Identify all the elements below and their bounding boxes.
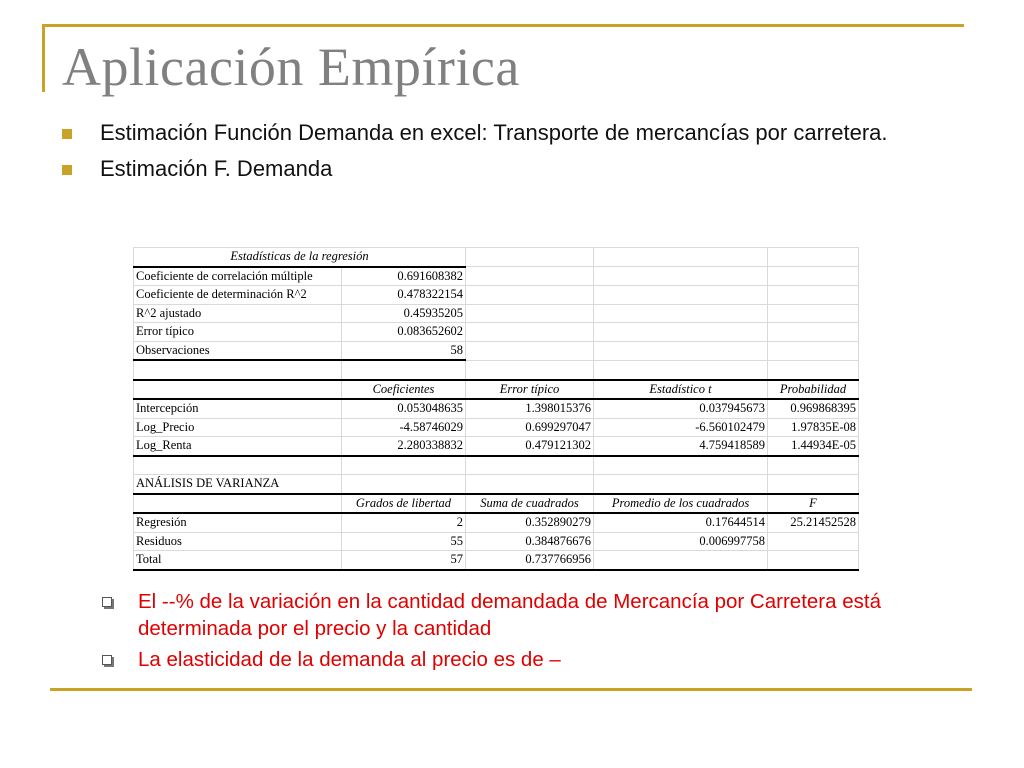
stat-label: R^2 ajustado: [134, 304, 342, 323]
bullet-list: [62, 118, 962, 190]
anova-value: 0.17644514: [594, 513, 768, 532]
note-text: La elasticidad de la demanda al precio es de –: [138, 648, 561, 671]
stat-label: Observaciones: [134, 341, 342, 360]
table-row: [134, 532, 859, 551]
checkbox-bullet-icon: [102, 655, 112, 665]
stat-value: 58: [342, 341, 466, 360]
notes-list: [100, 588, 980, 677]
coef-header: Coeficientes: [342, 380, 466, 400]
coef-value: 0.699297047: [466, 418, 594, 437]
table-row: [134, 456, 859, 475]
table-row: [134, 267, 859, 286]
slide-title: Aplicación Empírica: [62, 37, 520, 97]
coef-value: 0.479121302: [466, 437, 594, 456]
anova-label: Regresión: [134, 513, 342, 532]
table-row: [134, 341, 859, 360]
stat-value: 0.478322154: [342, 286, 466, 305]
stat-label: Coeficiente de determinación R^2: [134, 286, 342, 305]
table-row: [134, 551, 859, 570]
table-row: [134, 437, 859, 456]
coef-value: 2.280338832: [342, 437, 466, 456]
note-text: El --% de la variación en la cantidad demandada de Mercancía por Carretera está determinada por el precio y la cantidad: [138, 590, 881, 640]
anova-value: 0.737766956: [466, 551, 594, 570]
frame-top-rule: [42, 24, 964, 27]
anova-value: 2: [342, 513, 466, 532]
table-row: [134, 360, 859, 380]
anova-header: F: [768, 494, 859, 514]
anova-value: 0.006997758: [594, 532, 768, 551]
anova-value: 0.384876676: [466, 532, 594, 551]
coef-value: -6.560102479: [594, 418, 768, 437]
anova-header-row: [134, 494, 859, 514]
table-row: [134, 418, 859, 437]
anova-header: Suma de cuadrados: [466, 494, 594, 514]
table-row: [134, 513, 859, 532]
regression-output-table: [133, 247, 859, 571]
table-row: [134, 399, 859, 418]
anova-header: Promedio de los cuadrados: [594, 494, 768, 514]
coef-value: 1.398015376: [466, 399, 594, 418]
bullet-item: [62, 118, 962, 148]
coef-value: 1.97835E-08: [768, 418, 859, 437]
table-row: [134, 286, 859, 305]
anova-value: 25.21452528: [768, 513, 859, 532]
table-row: [134, 248, 859, 267]
anova-value: 57: [342, 551, 466, 570]
anova-header: Grados de libertad: [342, 494, 466, 514]
coef-value: 0.053048635: [342, 399, 466, 418]
bullet-text: Estimación Función Demanda en excel: Transporte de mercancías por carretera.: [100, 120, 888, 145]
stat-value: 0.691608382: [342, 267, 466, 286]
coef-header: Error típico: [466, 380, 594, 400]
coef-value: 4.759418589: [594, 437, 768, 456]
bullet-text: Estimación F. Demanda: [100, 156, 333, 181]
note-item: [100, 588, 980, 642]
coef-value: -4.58746029: [342, 418, 466, 437]
note-item: [100, 646, 980, 673]
coef-header: Estadístico t: [594, 380, 768, 400]
table-row: [134, 304, 859, 323]
coef-value: 0.037945673: [594, 399, 768, 418]
coef-header: Probabilidad: [768, 380, 859, 400]
stat-value: 0.45935205: [342, 304, 466, 323]
square-bullet-icon: [62, 129, 72, 139]
anova-label: Total: [134, 551, 342, 570]
anova-value: [594, 551, 768, 570]
anova-value: [768, 532, 859, 551]
coef-header-row: [134, 380, 859, 400]
anova-value: 55: [342, 532, 466, 551]
coef-value: 1.44934E-05: [768, 437, 859, 456]
stat-label: Error típico: [134, 323, 342, 342]
anova-value: 0.352890279: [466, 513, 594, 532]
table-row: [134, 323, 859, 342]
checkbox-bullet-icon: [102, 597, 112, 607]
frame-left-rule: [42, 24, 45, 92]
coef-label: Log_Precio: [134, 418, 342, 437]
anova-label: Residuos: [134, 532, 342, 551]
square-bullet-icon: [62, 165, 72, 175]
coef-label: Log_Renta: [134, 437, 342, 456]
anova-value: [768, 551, 859, 570]
coef-value: 0.969868395: [768, 399, 859, 418]
stat-label: Coeficiente de correlación múltiple: [134, 267, 342, 286]
anova-title: ANÁLISIS DE VARIANZA: [134, 475, 342, 494]
table-row: [134, 475, 859, 494]
frame-bottom-rule: [50, 688, 972, 691]
stat-value: 0.083652602: [342, 323, 466, 342]
coef-label: Intercepción: [134, 399, 342, 418]
bullet-item: [62, 154, 962, 184]
regression-stats-title: Estadísticas de la regresión: [134, 248, 466, 267]
